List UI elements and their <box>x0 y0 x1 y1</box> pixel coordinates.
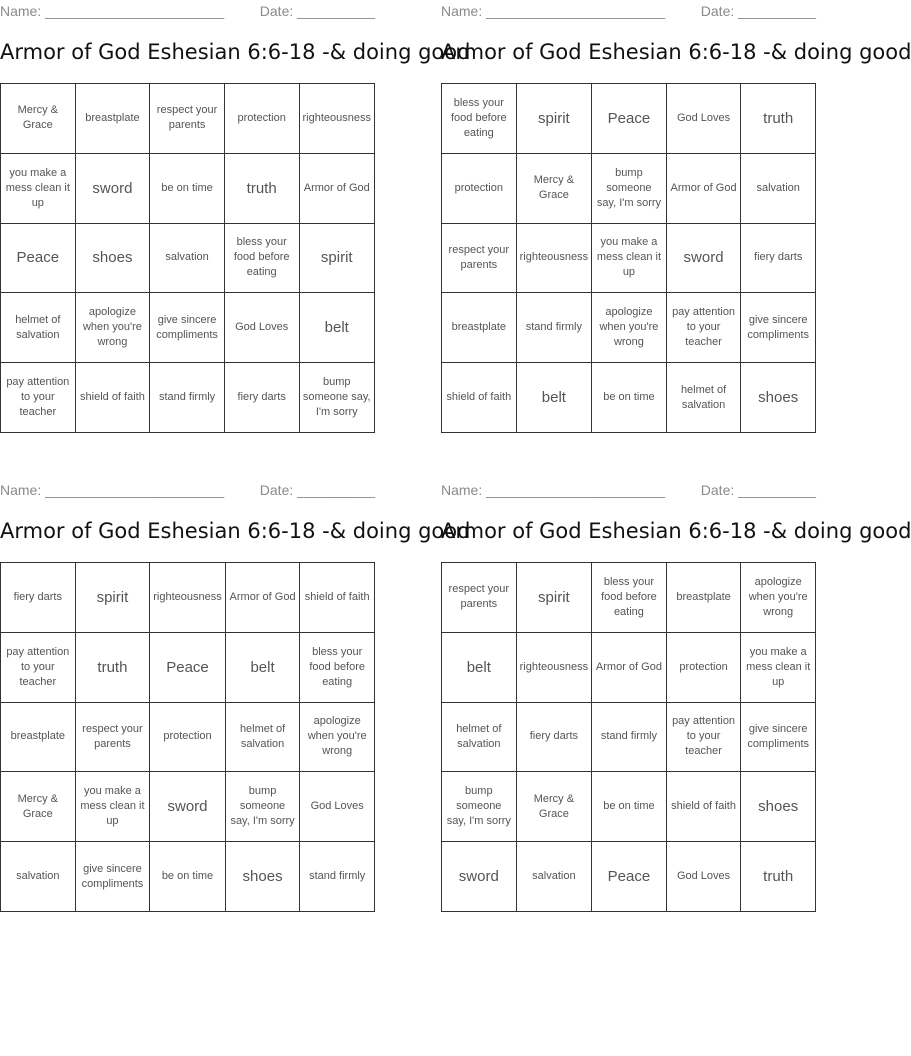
bingo-cell: you make a mess clean it up <box>592 224 667 294</box>
bingo-cell: apologize when you're wrong <box>76 293 151 363</box>
bingo-cell: respect your parents <box>150 84 225 154</box>
bingo-cell: righteousness <box>517 224 593 294</box>
bingo-cell: righteousness <box>150 563 226 633</box>
bingo-cell: spirit <box>300 224 376 294</box>
bingo-cell: bless your food before eating <box>442 84 517 154</box>
bingo-cell: sword <box>150 772 226 842</box>
date-field-label: Date: __________ <box>259 482 375 498</box>
bingo-cell: stand firmly <box>150 363 225 433</box>
bingo-cell: bless your food before eating <box>225 224 300 294</box>
bingo-cell: shoes <box>76 224 151 294</box>
name-date-row <box>441 0 816 22</box>
bingo-cell: Mercy & Grace <box>1 84 76 154</box>
bingo-cell: shoes <box>741 363 816 433</box>
bingo-cell: be on time <box>592 363 667 433</box>
bingo-cell: breastplate <box>442 293 517 363</box>
name-field-label: Name: _______________________ <box>0 482 225 498</box>
bingo-cell: shield of faith <box>442 363 517 433</box>
bingo-cell: sword <box>442 842 517 912</box>
bingo-cell: Peace <box>150 633 226 703</box>
bingo-cell: belt <box>517 363 593 433</box>
bingo-cell: you make a mess clean it up <box>1 154 76 224</box>
bingo-cell: Peace <box>1 224 76 294</box>
bingo-cell: give sincere compliments <box>741 703 816 773</box>
bingo-cell: breastplate <box>76 84 151 154</box>
bingo-cell: spirit <box>76 563 151 633</box>
bingo-cell: bump someone say, I'm sorry <box>442 772 517 842</box>
bingo-cell: fiery darts <box>1 563 76 633</box>
card-title: Armor of God Eshesian 6:6-18 -& doing good <box>441 40 911 64</box>
bingo-cell: pay attention to your teacher <box>667 703 742 773</box>
bingo-cell: Mercy & Grace <box>517 154 593 224</box>
name-field-label: Name: _______________________ <box>0 3 225 19</box>
bingo-cell: pay attention to your teacher <box>1 633 76 703</box>
bingo-cell: protection <box>225 84 300 154</box>
bingo-cell: helmet of salvation <box>1 293 76 363</box>
card-title: Armor of God Eshesian 6:6-18 -& doing good <box>0 519 471 543</box>
bingo-cell: shoes <box>741 772 816 842</box>
bingo-cell: give sincere compliments <box>741 293 816 363</box>
bingo-cell: God Loves <box>667 842 742 912</box>
bingo-cell: pay attention to your teacher <box>667 293 742 363</box>
bingo-cell: fiery darts <box>517 703 593 773</box>
bingo-grid <box>441 83 816 433</box>
bingo-cell: belt <box>226 633 301 703</box>
date-field-label: Date: __________ <box>259 3 375 19</box>
bingo-cell: apologize when you're wrong <box>592 293 667 363</box>
bingo-cell: sword <box>667 224 742 294</box>
bingo-cell: Mercy & Grace <box>517 772 593 842</box>
bingo-cell: shield of faith <box>300 563 375 633</box>
bingo-cell: stand firmly <box>592 703 667 773</box>
bingo-cell: sword <box>76 154 151 224</box>
bingo-cell: stand firmly <box>517 293 593 363</box>
bingo-cell: give sincere compliments <box>76 842 151 912</box>
bingo-cell: righteousness <box>517 633 593 703</box>
bingo-cell: Mercy & Grace <box>1 772 76 842</box>
bingo-cell: truth <box>225 154 300 224</box>
bingo-cell: belt <box>442 633 517 703</box>
bingo-cell: truth <box>76 633 151 703</box>
name-field-label: Name: _______________________ <box>441 482 666 498</box>
bingo-cell: give sincere compliments <box>150 293 225 363</box>
bingo-cell: breastplate <box>667 563 742 633</box>
bingo-cell: shoes <box>226 842 301 912</box>
bingo-cell: respect your parents <box>442 563 517 633</box>
bingo-cell: Armor of God <box>226 563 301 633</box>
bingo-cell: you make a mess clean it up <box>76 772 151 842</box>
bingo-cell: be on time <box>150 154 225 224</box>
bingo-cell: respect your parents <box>442 224 517 294</box>
bingo-cell: belt <box>300 293 376 363</box>
bingo-cell: apologize when you're wrong <box>300 703 375 773</box>
bingo-cell: God Loves <box>225 293 300 363</box>
bingo-grid <box>0 562 375 912</box>
bingo-cell: shield of faith <box>76 363 151 433</box>
card-title: Armor of God Eshesian 6:6-18 -& doing good <box>0 40 471 64</box>
bingo-card-4 <box>441 479 911 886</box>
bingo-cell: bump someone say, I'm sorry <box>226 772 301 842</box>
bingo-cell: truth <box>741 842 816 912</box>
name-date-row <box>0 0 375 22</box>
bingo-grid <box>441 562 816 912</box>
bingo-cell: Peace <box>592 842 667 912</box>
bingo-cell: bump someone say, I'm sorry <box>592 154 667 224</box>
bingo-cell: salvation <box>741 154 816 224</box>
date-field-label: Date: __________ <box>700 3 816 19</box>
bingo-cell: truth <box>741 84 816 154</box>
bingo-cell: salvation <box>1 842 76 912</box>
card-title: Armor of God Eshesian 6:6-18 -& doing good <box>441 519 911 543</box>
bingo-grid <box>0 83 375 433</box>
date-field-label: Date: __________ <box>700 482 816 498</box>
bingo-card-1 <box>0 0 471 419</box>
bingo-cell: righteousness <box>300 84 376 154</box>
bingo-cell: be on time <box>150 842 226 912</box>
bingo-cell: be on time <box>592 772 667 842</box>
bingo-cell: God Loves <box>667 84 742 154</box>
bingo-cell: spirit <box>517 563 593 633</box>
bingo-cell: helmet of salvation <box>442 703 517 773</box>
bingo-cell: God Loves <box>300 772 375 842</box>
bingo-cell: breastplate <box>1 703 76 773</box>
bingo-cell: protection <box>150 703 226 773</box>
bingo-cell: Armor of God <box>667 154 742 224</box>
bingo-cell: respect your parents <box>76 703 151 773</box>
name-date-row <box>0 479 375 501</box>
bingo-cell: fiery darts <box>741 224 816 294</box>
bingo-cell: spirit <box>517 84 593 154</box>
name-field-label: Name: _______________________ <box>441 3 666 19</box>
bingo-cell: helmet of salvation <box>667 363 742 433</box>
bingo-card-2 <box>441 0 911 411</box>
bingo-cell: bless your food before eating <box>592 563 667 633</box>
bingo-cell: you make a mess clean it up <box>741 633 816 703</box>
bingo-cell: fiery darts <box>225 363 300 433</box>
bingo-card-3 <box>0 479 471 890</box>
bingo-cell: helmet of salvation <box>226 703 301 773</box>
name-date-row <box>441 479 816 501</box>
bingo-cell: apologize when you're wrong <box>741 563 816 633</box>
bingo-cell: Armor of God <box>592 633 667 703</box>
bingo-cell: salvation <box>517 842 593 912</box>
bingo-cell: pay attention to your teacher <box>1 363 76 433</box>
bingo-cell: salvation <box>150 224 225 294</box>
bingo-cell: protection <box>442 154 517 224</box>
bingo-cell: stand firmly <box>300 842 375 912</box>
bingo-cell: bless your food before eating <box>300 633 375 703</box>
bingo-cell: Peace <box>592 84 667 154</box>
bingo-cell: protection <box>667 633 742 703</box>
bingo-cell: Armor of God <box>300 154 376 224</box>
bingo-cell: bump someone say, I'm sorry <box>300 363 376 433</box>
bingo-cell: shield of faith <box>667 772 742 842</box>
